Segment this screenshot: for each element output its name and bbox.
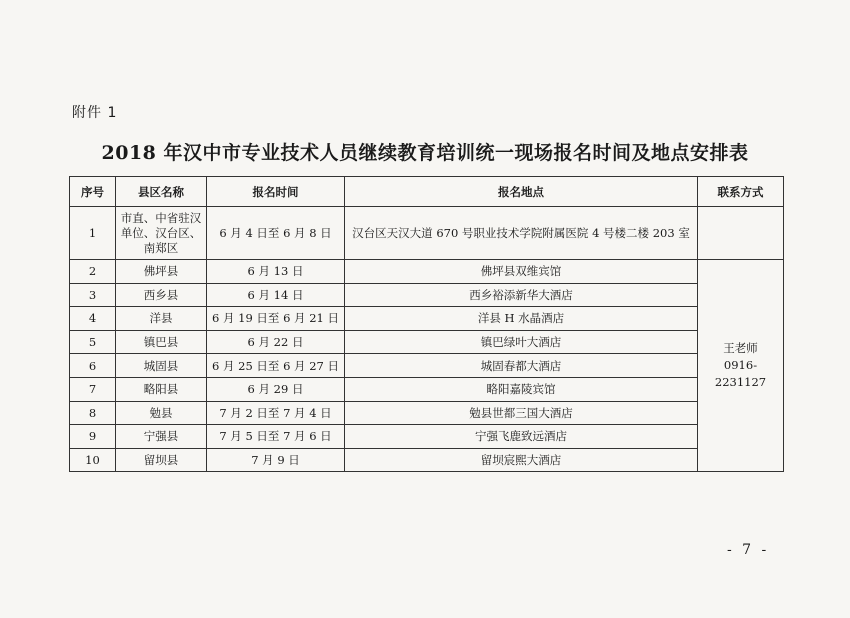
table-row — [70, 448, 784, 472]
contact-phone: 0916-2231127 — [714, 358, 767, 390]
row-location: 勉县世都三国大酒店 — [345, 401, 698, 425]
row-location: 略阳嘉陵宾馆 — [345, 377, 698, 401]
row-time: 6 月 4 日至 6 月 8 日 — [207, 207, 345, 260]
table-row — [70, 307, 784, 331]
row-county: 镇巴县 — [116, 330, 207, 354]
contact-cell-empty — [698, 207, 784, 260]
row-index: 7 — [70, 377, 116, 401]
row-location: 留坝宸熙大酒店 — [345, 448, 698, 472]
row-county: 勉县 — [116, 401, 207, 425]
row-index: 1 — [70, 207, 116, 260]
attachment-label: 附件 1 — [72, 105, 118, 121]
table-row — [70, 425, 784, 449]
row-county: 留坝县 — [116, 448, 207, 472]
header-contact: 联系方式 — [698, 177, 784, 207]
row-time: 6 月 25 日至 6 月 27 日 — [207, 354, 345, 378]
row-county: 市直、中省驻汉单位、汉台区、南郑区 — [116, 207, 207, 260]
row-county: 洋县 — [116, 307, 207, 331]
row-index: 9 — [70, 425, 116, 449]
row-time: 7 月 5 日至 7 月 6 日 — [207, 425, 345, 449]
row-county: 略阳县 — [116, 377, 207, 401]
row-index: 3 — [70, 283, 116, 307]
row-location: 西乡裕添新华大酒店 — [345, 283, 698, 307]
header-time: 报名时间 — [207, 177, 345, 207]
row-index: 10 — [70, 448, 116, 472]
row-time: 6 月 14 日 — [207, 283, 345, 307]
row-county: 宁强县 — [116, 425, 207, 449]
row-location: 宁强飞鹿致远酒店 — [345, 425, 698, 449]
row-time: 6 月 19 日至 6 月 21 日 — [207, 307, 345, 331]
contact-name: 王老师 — [723, 341, 758, 356]
contact-cell — [698, 260, 784, 472]
row-time: 7 月 2 日至 7 月 4 日 — [207, 401, 345, 425]
row-location: 洋县 H 水晶酒店 — [345, 307, 698, 331]
table-row — [70, 283, 784, 307]
row-time: 6 月 29 日 — [207, 377, 345, 401]
row-index: 8 — [70, 401, 116, 425]
page-title: 2018 年汉中市专业技术人员继续教育培训统一现场报名时间及地点安排表 — [101, 142, 749, 164]
row-location: 城固春都大酒店 — [345, 354, 698, 378]
row-location: 镇巴绿叶大酒店 — [345, 330, 698, 354]
header-location: 报名地点 — [345, 177, 698, 207]
row-county: 城固县 — [116, 354, 207, 378]
page-number: - 7 - — [727, 542, 770, 558]
header-county: 县区名称 — [116, 177, 207, 207]
row-time: 6 月 13 日 — [207, 260, 345, 284]
table-header-row — [70, 177, 784, 207]
row-time: 6 月 22 日 — [207, 330, 345, 354]
row-index: 5 — [70, 330, 116, 354]
row-time: 7 月 9 日 — [207, 448, 345, 472]
row-index: 4 — [70, 307, 116, 331]
table-row — [70, 207, 784, 260]
table-row — [70, 377, 784, 401]
row-index: 2 — [70, 260, 116, 284]
table-row — [70, 260, 784, 284]
row-location: 佛坪县双维宾馆 — [345, 260, 698, 284]
row-index: 6 — [70, 354, 116, 378]
row-location: 汉台区天汉大道 670 号职业技术学院附属医院 4 号楼二楼 203 室 — [345, 207, 698, 260]
row-county: 佛坪县 — [116, 260, 207, 284]
row-county: 西乡县 — [116, 283, 207, 307]
header-index: 序号 — [70, 177, 116, 207]
table-row — [70, 354, 784, 378]
table-row — [70, 401, 784, 425]
registration-schedule-table — [69, 176, 784, 472]
table-row — [70, 330, 784, 354]
